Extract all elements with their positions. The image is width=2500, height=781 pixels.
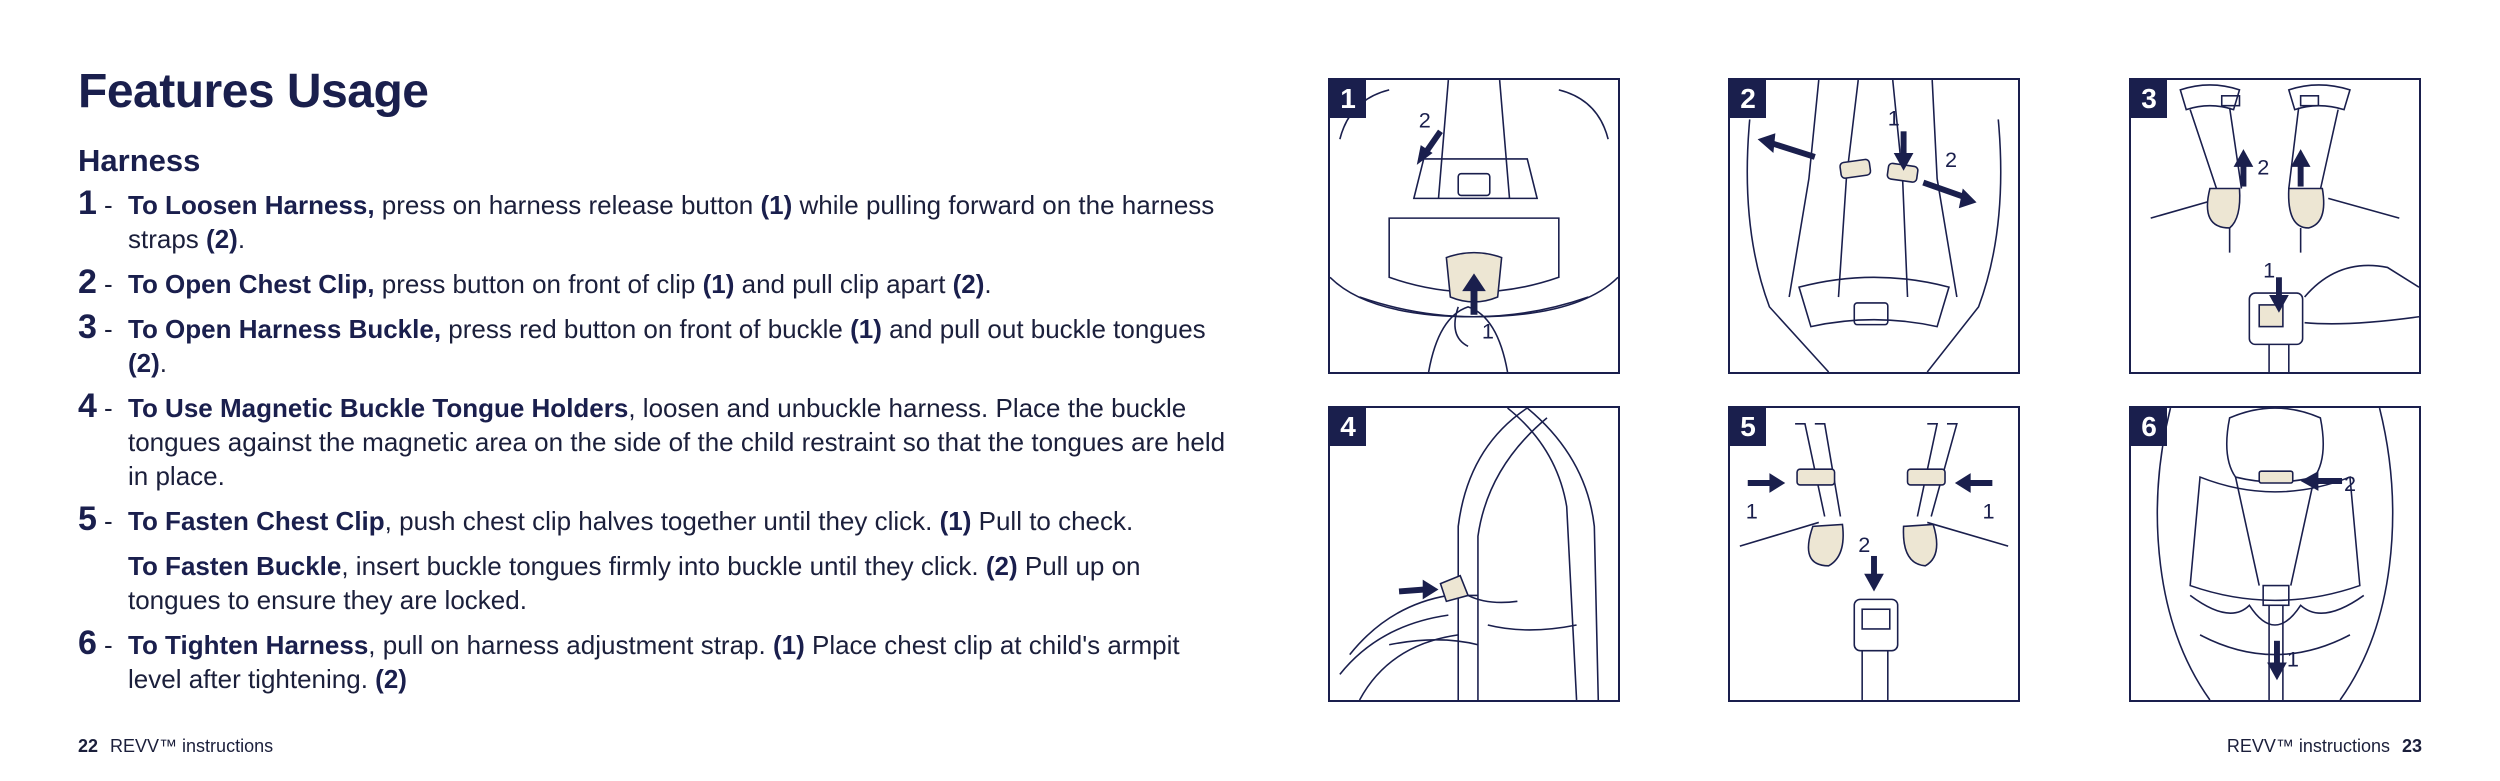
step-number: 2: [78, 263, 97, 301]
figure-label: 1: [1481, 318, 1494, 344]
step-3: [78, 308, 1228, 380]
step-text: Place chest clip at child's armpit level after tightening.: [128, 630, 1180, 694]
step-text: , push chest clip halves together until they click.: [384, 506, 940, 536]
footer-right: [2227, 736, 2422, 757]
step-ref: (2): [206, 224, 238, 254]
figure-label: 2: [1858, 532, 1871, 558]
step-text: and pull clip apart: [734, 269, 953, 299]
step-heading: To Fasten Buckle: [128, 551, 342, 581]
step-heading: To Fasten Chest Clip: [128, 506, 385, 536]
step-text: .: [984, 269, 992, 299]
step-heading: To Open Harness Buckle,: [128, 314, 442, 344]
step-text: , insert buckle tongues firmly into buckle until they click.: [341, 551, 986, 581]
figure-label: 2: [2257, 154, 2270, 180]
step-number: 1: [78, 184, 97, 222]
figure-3: [2129, 78, 2421, 374]
step-4: [78, 387, 1228, 493]
figure-4: [1328, 406, 1620, 702]
steps-list: [78, 184, 1228, 707]
step-number: 5: [78, 500, 97, 538]
figure-badge: 1: [1330, 80, 1366, 118]
figure-label: 1: [2263, 257, 2276, 283]
page-number: 22: [78, 736, 99, 756]
step-ref: (1): [760, 190, 793, 220]
step-1: [78, 184, 1228, 256]
step-heading: To Open Chest Clip,: [128, 269, 375, 299]
footer-text: REVV™ instructions: [2226, 736, 2390, 756]
figure-5-illustration: [1730, 408, 2018, 700]
step-ref: (2): [375, 664, 407, 694]
step-text: , pull on harness adjustment strap.: [368, 630, 773, 660]
figure-label: 2: [2344, 470, 2357, 496]
step-5b: [78, 549, 1228, 617]
step-ref: (2): [985, 551, 1018, 581]
step-dash: -: [104, 630, 113, 660]
step-heading: To Use Magnetic Buckle Tongue Holders: [128, 393, 629, 423]
footer-text: REVV™ instructions: [110, 736, 274, 756]
step-text: press on harness release button: [374, 190, 761, 220]
figure-6-illustration: [2131, 408, 2419, 700]
step-number: 3: [78, 308, 97, 346]
section-title: Harness: [78, 143, 201, 178]
step-text: , loosen and unbuckle harness. Place the buckle tongues against the magnetic area on the side of the child restraint so that the tongues are held in place.: [128, 393, 1226, 491]
step-dash: -: [104, 393, 113, 423]
footer-left: [78, 736, 273, 757]
step-number: 4: [78, 387, 97, 425]
step-heading: To Tighten Harness: [128, 630, 369, 660]
figure-4-illustration: [1330, 408, 1618, 700]
step-text: Pull up on tongues to ensure they are locked.: [128, 551, 1141, 615]
figure-badge: 4: [1330, 408, 1366, 446]
step-dash: -: [104, 314, 113, 344]
figure-2-illustration: [1730, 80, 2018, 372]
figure-label: 1: [1887, 105, 1900, 131]
step-ref: (1): [939, 506, 972, 536]
step-heading: To Loosen Harness,: [128, 190, 375, 220]
figure-3-illustration: [2131, 80, 2419, 372]
figure-6: [2129, 406, 2421, 702]
figure-label: 1: [1745, 498, 1758, 524]
figure-badge: 3: [2131, 80, 2167, 118]
step-text: Pull to check.: [971, 506, 1134, 536]
step-text: and pull out buckle tongues: [881, 314, 1206, 344]
figure-badge: 5: [1730, 408, 1766, 446]
step-5: [78, 500, 1228, 538]
figure-1: [1328, 78, 1620, 374]
step-ref: (2): [952, 269, 985, 299]
step-6: [78, 624, 1228, 696]
step-ref: (2): [128, 348, 160, 378]
step-2: [78, 263, 1228, 301]
step-ref: (1): [772, 630, 805, 660]
figure-1-illustration: [1330, 80, 1618, 372]
figure-badge: 6: [2131, 408, 2167, 446]
figure-label: 1: [2286, 646, 2299, 672]
step-text: while pulling forward on the harness straps: [128, 190, 1215, 254]
step-text: press button on front of clip: [374, 269, 703, 299]
figure-label: 1: [1982, 498, 1995, 524]
figure-2: [1728, 78, 2020, 374]
step-ref: (1): [850, 314, 882, 344]
figure-badge: 2: [1730, 80, 1766, 118]
step-text: press red button on front of buckle: [441, 314, 851, 344]
step-number: 6: [78, 624, 97, 662]
step-dash: -: [104, 269, 113, 299]
figure-label: 2: [1418, 107, 1431, 133]
step-text: .: [237, 224, 246, 254]
figure-5: [1728, 406, 2020, 702]
step-dash: -: [104, 506, 113, 536]
step-text: .: [159, 348, 168, 378]
step-ref: (1): [702, 269, 735, 299]
step-dash: -: [104, 190, 113, 220]
page-title: Features Usage: [78, 65, 429, 118]
figure-label: 2: [1945, 146, 1958, 172]
page-number: 23: [2401, 736, 2422, 756]
